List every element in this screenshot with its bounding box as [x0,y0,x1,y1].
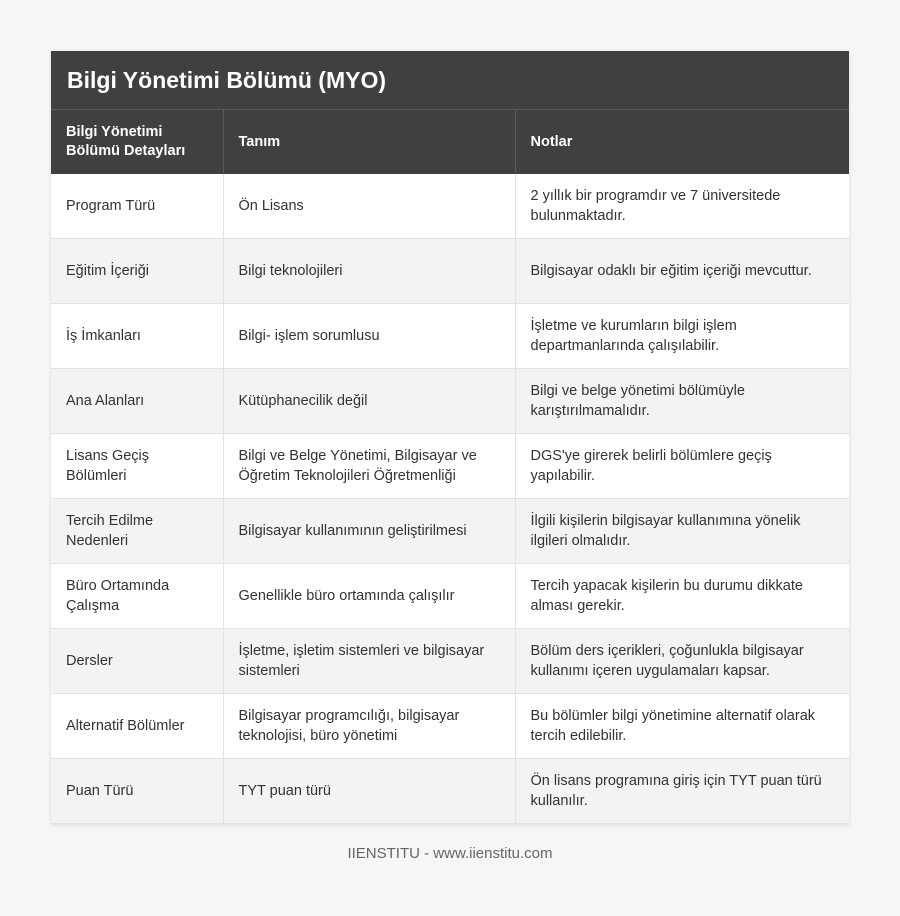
table-row [51,369,849,434]
table-body [51,174,849,824]
footer-credit: IIENSTITU - www.iienstitu.com [347,845,553,862]
header-definition: Tanım [223,110,515,174]
cell-detail: Dersler [51,629,223,694]
table-row [51,694,849,759]
cell-notes: DGS'ye girerek belirli bölümlere geçiş yapılabilir. [515,434,849,499]
cell-detail: Lisans Geçiş Bölümleri [51,434,223,499]
table-row [51,499,849,564]
header-details: Bilgi Yönetimi Bölümü Detayları [51,110,223,174]
cell-notes: 2 yıllık bir programdır ve 7 üniversitede bulunmaktadır. [515,174,849,239]
table-row [51,564,849,629]
cell-definition: Bilgisayar kullanımının geliştirilmesi [223,499,515,564]
table-row [51,174,849,239]
cell-definition: TYT puan türü [223,759,515,824]
cell-definition: Genellikle büro ortamında çalışılır [223,564,515,629]
table-row [51,304,849,369]
cell-detail: Tercih Edilme Nedenleri [51,499,223,564]
cell-notes: İşletme ve kurumların bilgi işlem departmanlarında çalışılabilir. [515,304,849,369]
header-notes: Notlar [515,110,849,174]
cell-definition: Bilgi ve Belge Yönetimi, Bilgisayar ve Öğretim Teknolojileri Öğretmenliği [223,434,515,499]
cell-notes: Bu bölümler bilgi yönetimine alternatif olarak tercih edilebilir. [515,694,849,759]
cell-definition: İşletme, işletim sistemleri ve bilgisayar sistemleri [223,629,515,694]
cell-definition: Ön Lisans [223,174,515,239]
table-row [51,434,849,499]
cell-detail: Eğitim İçeriği [51,239,223,304]
cell-detail: Puan Türü [51,759,223,824]
cell-detail: İş İmkanları [51,304,223,369]
cell-notes: İlgili kişilerin bilgisayar kullanımına yönelik ilgileri olmalıdır. [515,499,849,564]
cell-definition: Bilgisayar programcılığı, bilgisayar teknolojisi, büro yönetimi [223,694,515,759]
cell-notes: Tercih yapacak kişilerin bu durumu dikkate alması gerekir. [515,564,849,629]
info-card [51,51,849,824]
table-header [51,110,849,174]
table-row [51,239,849,304]
cell-detail: Ana Alanları [51,369,223,434]
cell-detail: Program Türü [51,174,223,239]
cell-detail: Alternatif Bölümler [51,694,223,759]
table-row [51,629,849,694]
cell-notes: Bölüm ders içerikleri, çoğunlukla bilgisayar kullanımı içeren uygulamaları kapsar. [515,629,849,694]
table-title: Bilgi Yönetimi Bölümü (MYO) [51,51,849,110]
header-row [51,110,849,174]
cell-detail: Büro Ortamında Çalışma [51,564,223,629]
cell-notes: Bilgi ve belge yönetimi bölümüyle karıştırılmamalıdır. [515,369,849,434]
cell-notes: Bilgisayar odaklı bir eğitim içeriği mevcuttur. [515,239,849,304]
cell-notes: Ön lisans programına giriş için TYT puan türü kullanılır. [515,759,849,824]
cell-definition: Bilgi teknolojileri [223,239,515,304]
cell-definition: Kütüphanecilik değil [223,369,515,434]
details-table [51,110,849,824]
table-row [51,759,849,824]
cell-definition: Bilgi- işlem sorumlusu [223,304,515,369]
